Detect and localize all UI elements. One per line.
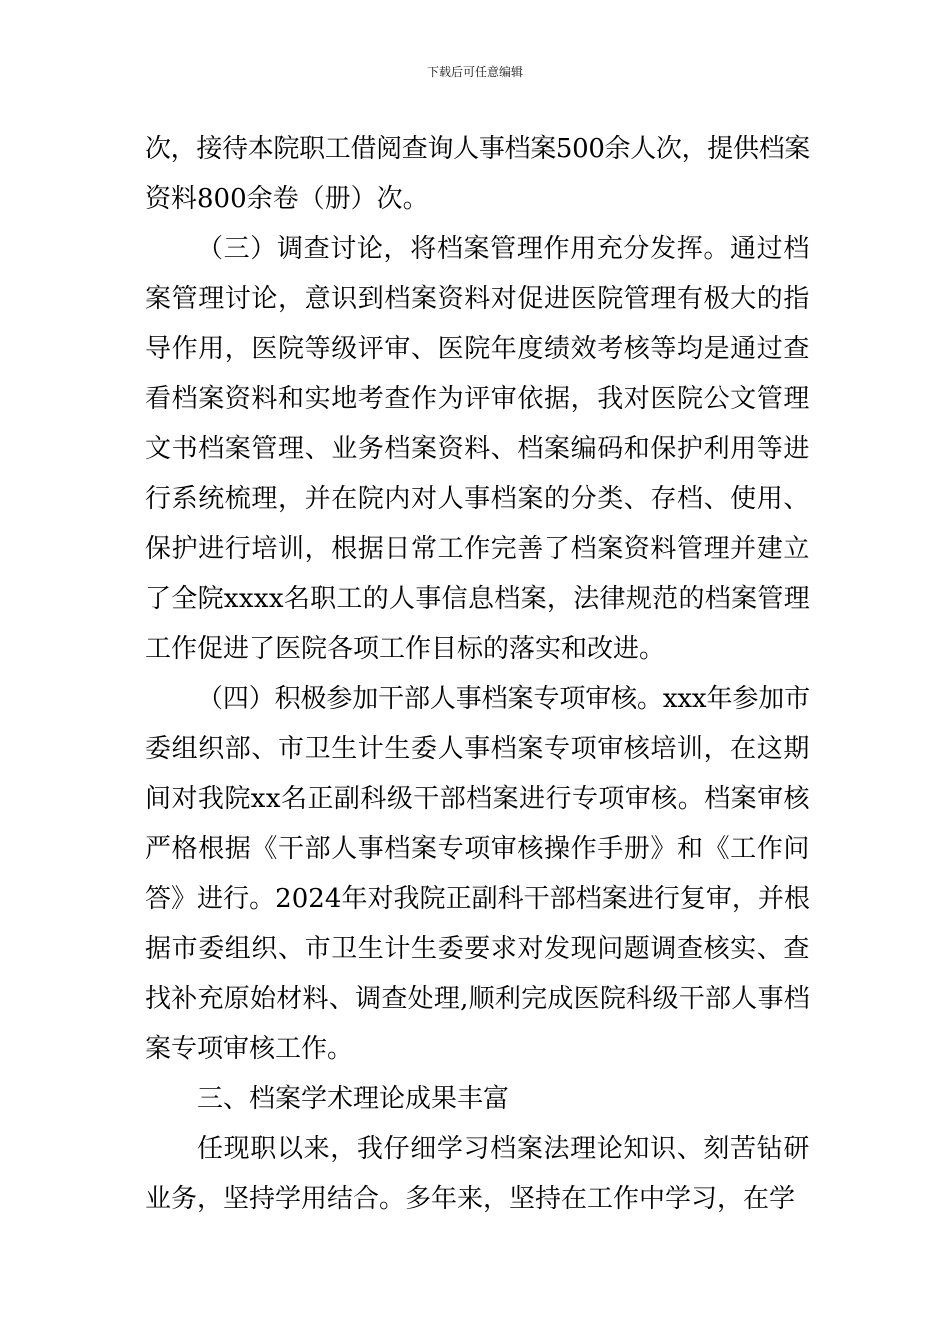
page-header <box>0 64 950 80</box>
header-note: 下载后可任意编辑 <box>426 65 523 79</box>
text-line: 案专项审核工作。 <box>145 1034 354 1064</box>
text-line: 资料800余卷（册）次。 <box>145 184 429 214</box>
text-line: 委组织部、市卫生计生委人事档案专项审核培训，在这期 <box>145 734 810 764</box>
text-line: （四）积极参加干部人事档案专项审核。xxx年参加市 <box>197 684 810 714</box>
text-line: 行系统梳理，并在院内对人事档案的分类、存档、使用、 <box>145 484 810 514</box>
paragraph-continuation <box>145 124 810 224</box>
heading-line: 三、档案学术理论成果丰富 <box>197 1084 510 1114</box>
text-line: 文书档案管理、业务档案资料、档案编码和保护利用等进 <box>145 434 810 464</box>
text-line: 导作用，医院等级评审、医院年度绩效考核等均是通过查 <box>145 334 810 364</box>
text-line: 案管理讨论，意识到档案资料对促进医院管理有极大的指 <box>145 284 810 314</box>
text-line: 任现职以来，我仔细学习档案法理论知识、刻苦钻研 <box>197 1134 810 1164</box>
text-line: 看档案资料和实地考查作为评审依据，我对医院公文管理 <box>145 384 810 414</box>
text-line: 找补充原始材料、调查处理,顺利完成医院科级干部人事档 <box>145 984 810 1014</box>
text-line: 了全院xxxx名职工的人事信息档案，法律规范的档案管理 <box>145 584 810 614</box>
text-line: 间对我院xx名正副科级干部档案进行专项审核。档案审核 <box>145 784 810 814</box>
text-line: （三）调查讨论，将档案管理作用充分发挥。通过档 <box>197 234 810 264</box>
text-line: 工作促进了医院各项工作目标的落实和改进。 <box>145 634 666 664</box>
section-heading <box>145 1074 810 1124</box>
document-body <box>145 124 810 1224</box>
paragraph-section-4 <box>145 674 810 1074</box>
paragraph-academic <box>145 1124 810 1224</box>
text-line: 据市委组织、市卫生计生委要求对发现问题调查核实、查 <box>145 934 810 964</box>
text-line: 严格根据《干部人事档案专项审核操作手册》和《工作问 <box>145 834 810 864</box>
text-line: 次，接待本院职工借阅查询人事档案500余人次，提供档案 <box>145 134 810 164</box>
text-line: 答》进行。2024年对我院正副科干部档案进行复审，并根 <box>145 884 810 914</box>
paragraph-section-3 <box>145 224 810 674</box>
text-line: 保护进行培训，根据日常工作完善了档案资料管理并建立 <box>145 534 810 564</box>
text-line: 业务，坚持学用结合。多年来，坚持在工作中学习，在学 <box>145 1184 796 1214</box>
